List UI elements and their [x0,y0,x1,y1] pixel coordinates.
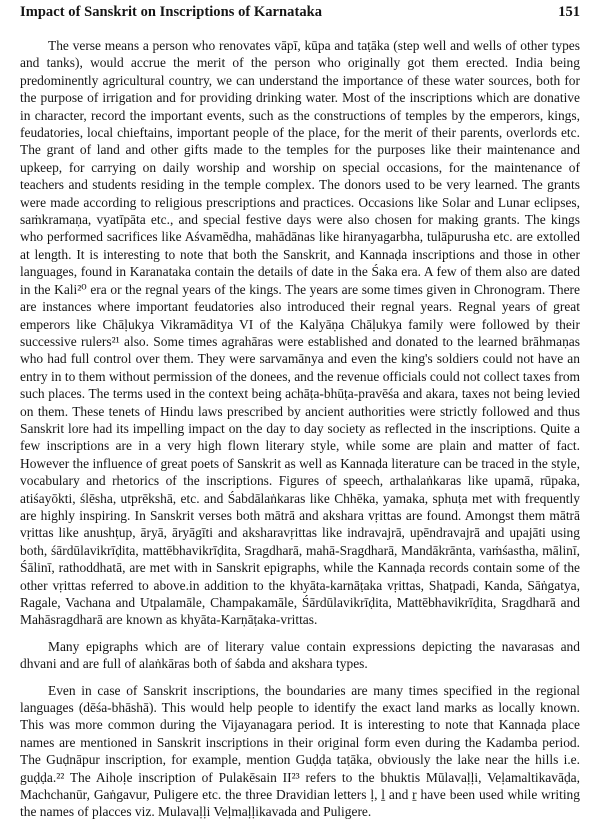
body-text [20,37,580,821]
paragraph-regional-languages: Even in case of Sanskrit inscriptions, the boundaries are many times specified in the regional languages (dēśa-bhāshā). This would help people to identify the exact land marks as locally known. This was more common during the Vijayanagara period. It is interesting to note that Kannaḍa place names are mentioned in Sanskrit inscriptions in their original form even during the Kadamba period. The Guḍnāpur inscription, for example, mention Guḍḍa taṭāka, obviously the lake near the hills i.e. guḍḍa.²² The Aihoḷe inscription of Pulakēsain II²³ refers to the bhuktis Mūlavaḷḷi, Veḷamaltikavāḍa, Machchanūr, Gaṅgavur, Puligere etc. the three Dravidian letters ḷ, ḻ and ṟ have been used while writing the names of placces viz. Mulavaḷḷi Veḷmaḷḷikavada and Puligere. [20,682,580,820]
running-title: Impact of Sanskrit on Inscriptions of Karnataka [20,4,323,20]
page-number: 151 [558,4,580,20]
paragraph-date-and-prosody: The verse means a person who renovates vāpī, kūpa and taṭāka (step well and wells of other types and tanks), would accrue the merit of the person who originally got them erected. India being predominently agricultural country, we can understand the importance of these water sources, both for the purpose of irrigation and for providing drinking water. Most of the inscriptions which are donative in character, record the important events, such as the constructions of temples by the emperors, kings, feudatories, local chieftains, important people of the place, for the merit of their parents, overlords etc. The grant of land and other gifts made to the temples for the purposes like their maintenance and upkeep, for carrying on daily worship and worship on special occasions, for the maintenance of teachers and students residing in the temple complex. The donors used to be very learned. The grants were made according to religious prescriptions and practices. Occasions like Solar and Lunar eclipses, saṁkramaṇa, vyatīpāta etc., and special festive days were also chosen for making grants. The kings who performed sacrifices like Aśvamēdha, mahādānas like hiranyagarbha, tulāpurusha etc. are extolled at length. It is interesting to note that both the Sanskrit, and Kannaḍa inscriptions and those in other languages, found in Karanataka contain the details of date in the Śaka era. A few of them also are dated in the Kali²⁰ era or the regnal years of the kings. The years are some times given in Chronogram. There are instances where important feudatories also introduced their regnal years. Regnal years of great emperors like Chāḷukya Vikramāditya VI of the Kalyāṇa Chāḷukya family were followed by their successive rulers²¹ also. Some times agrahāras were established and donated to the learned brāhmaṇas who had full control over them. They were sarvamānya and even the king's soldiers could not have an entry in to them without permission of the donees, and the revenue officials could not collect taxes from such places. The terms used in the context being achāṭa-bhūṭa-pravēśa and akara, taxes not being levied on them. These tenets of Hindu laws prescribed by ancient authorities were strictly followed and thus Sanskrit lore had its impelling impact on the day to day society as reflected in the inscriptions. Quite a few inscriptions are in a very high flown literary style, while some are plain and matter of fact. However the influence of great poets of Sanskrit as well as Kannaḍa literature can be traced in the style, vocabulary and rhetorics of the inscriptions. Figures of speech, arthalaṅkaras like upamā, rūpaka, atiśayōkti, ślēsha, utprēkshā, etc. and Śabdālaṅkaras like Chhēka, yamaka, sphuṭa met with frequently are highly inspiring. In Sanskrit verses both mātrā and akshara vṛittas are found. Amongst them mātrā vṛittas like anushṭup, āryā, āryāgīti and aksharavṛittas like indravajrā, upēndravajrā and upajāti using both, śārdūlavikrīḍita, mattēbhavikrīḍita, Sragdharā, mahā-Sragdharā, Mandākrānta, vaṁśastha, mālinī, Śālinī, rathoddhatā, are met with in Sanskrit epigraphs, while the Kannaḍa records contain some of the other vṛittas referred to above.in addition to the khyāta-karnāṭaka vṛittas, Shaṭpadi, Kanda, Sāṅgatya, Ragale, Vachana and Utpalamāle, Champakamāle, Śārdūlavikrīḍita, Mattēbhavikrīḍita, Sragdharā and Mahāsragdharā are known as khyāta-Karṇāṭaka-vrittas. [20,38,580,628]
running-header [20,4,580,24]
paragraph-literary-value: Many epigraphs which are of literary value contain expressions depicting the navarasas and dhvani and are full of alaṅkāras both of śabda and akshara types. [20,638,580,672]
